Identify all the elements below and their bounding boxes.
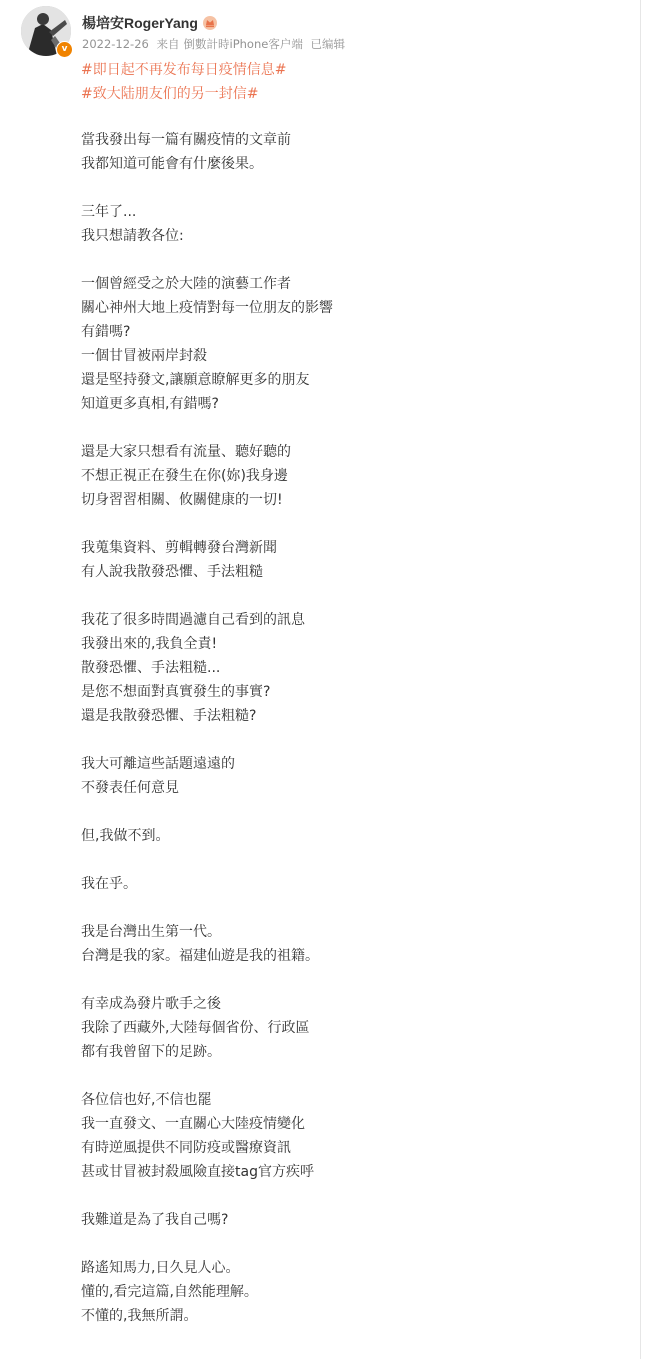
body-line: 我大可離這些話題遠遠的 (81, 756, 235, 772)
body-line: 還是我散發恐懼、手法粗糙? (81, 708, 257, 724)
body-line: 不想正視正在發生在你(妳)我身邊 (81, 468, 288, 484)
body-line: 我一直發文、一直關心大陸疫情變化 (81, 1116, 305, 1132)
blank-line (81, 848, 333, 872)
username[interactable]: 楊培安RogerYang (82, 15, 198, 31)
body-line: 有幸成為發片歌手之後 (81, 996, 221, 1012)
body-line: 甚或甘冒被封殺風險直接tag官方疾呼 (81, 1164, 314, 1180)
body-line: 三年了... (81, 204, 137, 220)
body-line: 散發恐懼、手法粗糙... (81, 660, 221, 676)
body-line: 有時逆風提供不同防疫或醫療資訊 (81, 1140, 291, 1156)
blank-line (81, 1184, 333, 1208)
blank-line (81, 248, 333, 272)
blank-line (81, 176, 333, 200)
body-line: 一個甘冒被兩岸封殺 (81, 348, 207, 364)
post-source[interactable]: 倒數計時iPhone客户端 (183, 37, 303, 51)
edited-label[interactable]: 已编辑 (310, 37, 345, 51)
body-line: 關心神州大地上疫情對每一位朋友的影響 (81, 300, 333, 316)
hashtag-list (81, 58, 286, 106)
blank-line (81, 800, 333, 824)
page-border (640, 0, 641, 1359)
body-line: 我難道是為了我自己嗎? (81, 1212, 229, 1228)
blank-line (81, 728, 333, 752)
blank-line (81, 512, 333, 536)
post-body (81, 128, 333, 1328)
hashtag-link[interactable]: #致大陆朋友们的另一封信# (81, 86, 259, 102)
body-line: 一個曾經受之於大陸的演藝工作者 (81, 276, 291, 292)
body-line: 還是堅持發文,讓願意瞭解更多的朋友 (81, 372, 310, 388)
post-header (82, 12, 349, 52)
verified-v-icon: v (56, 41, 73, 58)
body-line: 我只想請教各位: (81, 228, 184, 244)
body-line: 路遙知馬力,日久見人心。 (81, 1260, 240, 1276)
blank-line (81, 1232, 333, 1256)
source-prefix: 来自 (156, 37, 180, 51)
body-line: 知道更多真相,有錯嗎? (81, 396, 219, 412)
body-line: 都有我曾留下的足跡。 (81, 1044, 221, 1060)
body-line: 台灣是我的家。福建仙遊是我的祖籍。 (81, 948, 319, 964)
body-line: 不發表任何意見 (81, 780, 179, 796)
body-line: 我蒐集資料、剪輯轉發台灣新聞 (81, 540, 277, 556)
blank-line (81, 968, 333, 992)
body-line: 是您不想面對真實發生的事實? (81, 684, 271, 700)
body-line: 各位信也好,不信也罷 (81, 1092, 212, 1108)
body-line: 我發出來的,我負全責! (81, 636, 218, 652)
member-crown-icon[interactable] (202, 15, 218, 31)
body-line: 懂的,看完這篇,自然能理解。 (81, 1284, 258, 1300)
body-line: 我是台灣出生第一代。 (81, 924, 221, 940)
blank-line (81, 896, 333, 920)
body-line: 我花了很多時間過濾自己看到的訊息 (81, 612, 305, 628)
body-line: 但,我做不到。 (81, 828, 170, 844)
body-line: 當我發出每一篇有關疫情的文章前 (81, 132, 291, 148)
body-line: 我在乎。 (81, 876, 137, 892)
body-line: 有錯嗎? (81, 324, 131, 340)
blank-line (81, 1064, 333, 1088)
body-line: 不懂的,我無所謂。 (81, 1308, 198, 1324)
blank-line (81, 416, 333, 440)
body-line: 我都知道可能會有什麼後果。 (81, 156, 263, 172)
body-line: 我除了西藏外,大陸每個省份、行政區 (81, 1020, 310, 1036)
hashtag-link[interactable]: #即日起不再发布每日疫情信息# (81, 62, 287, 78)
body-line: 有人說我散發恐懼、手法粗糙 (81, 564, 263, 580)
body-line: 還是大家只想看有流量、聽好聽的 (81, 444, 291, 460)
post-meta (82, 36, 349, 52)
post-date[interactable]: 2022-12-26 (82, 37, 149, 51)
body-line: 切身習習相關、攸關健康的一切! (81, 492, 283, 508)
blank-line (81, 584, 333, 608)
